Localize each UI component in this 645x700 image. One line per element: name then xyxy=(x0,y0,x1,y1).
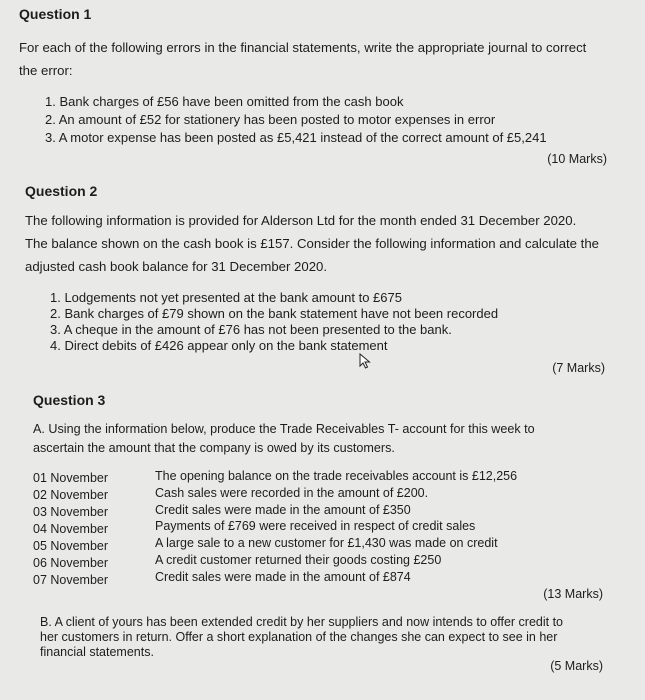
question-1-item-3: 3. A motor expense has been posted as £5,421 instead of the correct amount of £5,241 xyxy=(45,130,547,145)
transaction-description: A credit customer returned their goods costing £250 xyxy=(155,553,442,567)
question-2-title: Question 2 xyxy=(25,183,98,199)
transaction-date: 03 November xyxy=(33,505,109,519)
transaction-date: 06 November xyxy=(33,556,109,570)
transaction-date: 05 November xyxy=(33,539,109,553)
transaction-description: Cash sales were recorded in the amount of £200. xyxy=(155,486,429,500)
transaction-date: 02 November xyxy=(33,488,109,502)
question-2-item-2: 2. Bank charges of £79 shown on the bank statement have not been recorded xyxy=(50,306,499,321)
question-3b-line1: B. A client of yours has been extended credit by her suppliers and now intends to offer credit to xyxy=(40,615,564,629)
transaction-description: Payments of £769 were received in respect of credit sales xyxy=(155,519,476,533)
transaction-description: Credit sales were made in the amount of £874 xyxy=(155,570,411,584)
question-2-item-3: 3. A cheque in the amount of £76 has not been presented to the bank. xyxy=(50,322,452,337)
transaction-date: 04 November xyxy=(33,522,109,536)
transaction-description: Credit sales were made in the amount of £350 xyxy=(155,503,411,517)
question-2-intro-line3: adjusted cash book balance for 31 December 2020. xyxy=(25,259,328,274)
question-3b-marks: (5 Marks) xyxy=(550,659,603,673)
transaction-description: A large sale to a new customer for £1,430 was made on credit xyxy=(155,536,498,550)
question-1-title: Question 1 xyxy=(19,6,92,22)
question-1-intro-line1: For each of the following errors in the financial statements, write the appropriate journal to correct xyxy=(19,40,587,55)
question-1-item-2: 2. An amount of £52 for stationery has been posted to motor expenses in error xyxy=(45,112,496,127)
transaction-date: 07 November xyxy=(33,573,109,587)
question-3a-marks: (13 Marks) xyxy=(543,587,603,601)
transaction-date: 01 November xyxy=(33,471,109,485)
question-2-intro-line2: The balance shown on the cash book is £157. Consider the following information and calculate the xyxy=(25,236,600,251)
transaction-description: The opening balance on the trade receivables account is £12,256 xyxy=(155,469,518,483)
question-2-item-4: 4. Direct debits of £426 appear only on the bank statement xyxy=(50,338,388,353)
mouse-cursor-icon xyxy=(359,353,371,369)
question-2-intro-line1: The following information is provided for Alderson Ltd for the month ended 31 December 2020. xyxy=(25,213,577,228)
question-1-item-1: 1. Bank charges of £56 have been omitted from the cash book xyxy=(45,94,404,109)
question-3-title: Question 3 xyxy=(33,392,106,408)
question-3a-line2: ascertain the amount that the company is owed by its customers. xyxy=(33,441,395,455)
question-2-marks: (7 Marks) xyxy=(552,361,605,375)
question-3b-line2: her customers in return. Offer a short explanation of the changes she can expect to see in her xyxy=(40,630,558,644)
question-1-intro-line2: the error: xyxy=(19,63,73,78)
question-3b-line3: financial statements. xyxy=(40,645,154,659)
question-1-marks: (10 Marks) xyxy=(547,152,607,166)
question-3a-line1: A. Using the information below, produce the Trade Receivables T- account for this week to xyxy=(33,422,535,436)
question-2-item-1: 1. Lodgements not yet presented at the bank amount to £675 xyxy=(50,290,402,305)
